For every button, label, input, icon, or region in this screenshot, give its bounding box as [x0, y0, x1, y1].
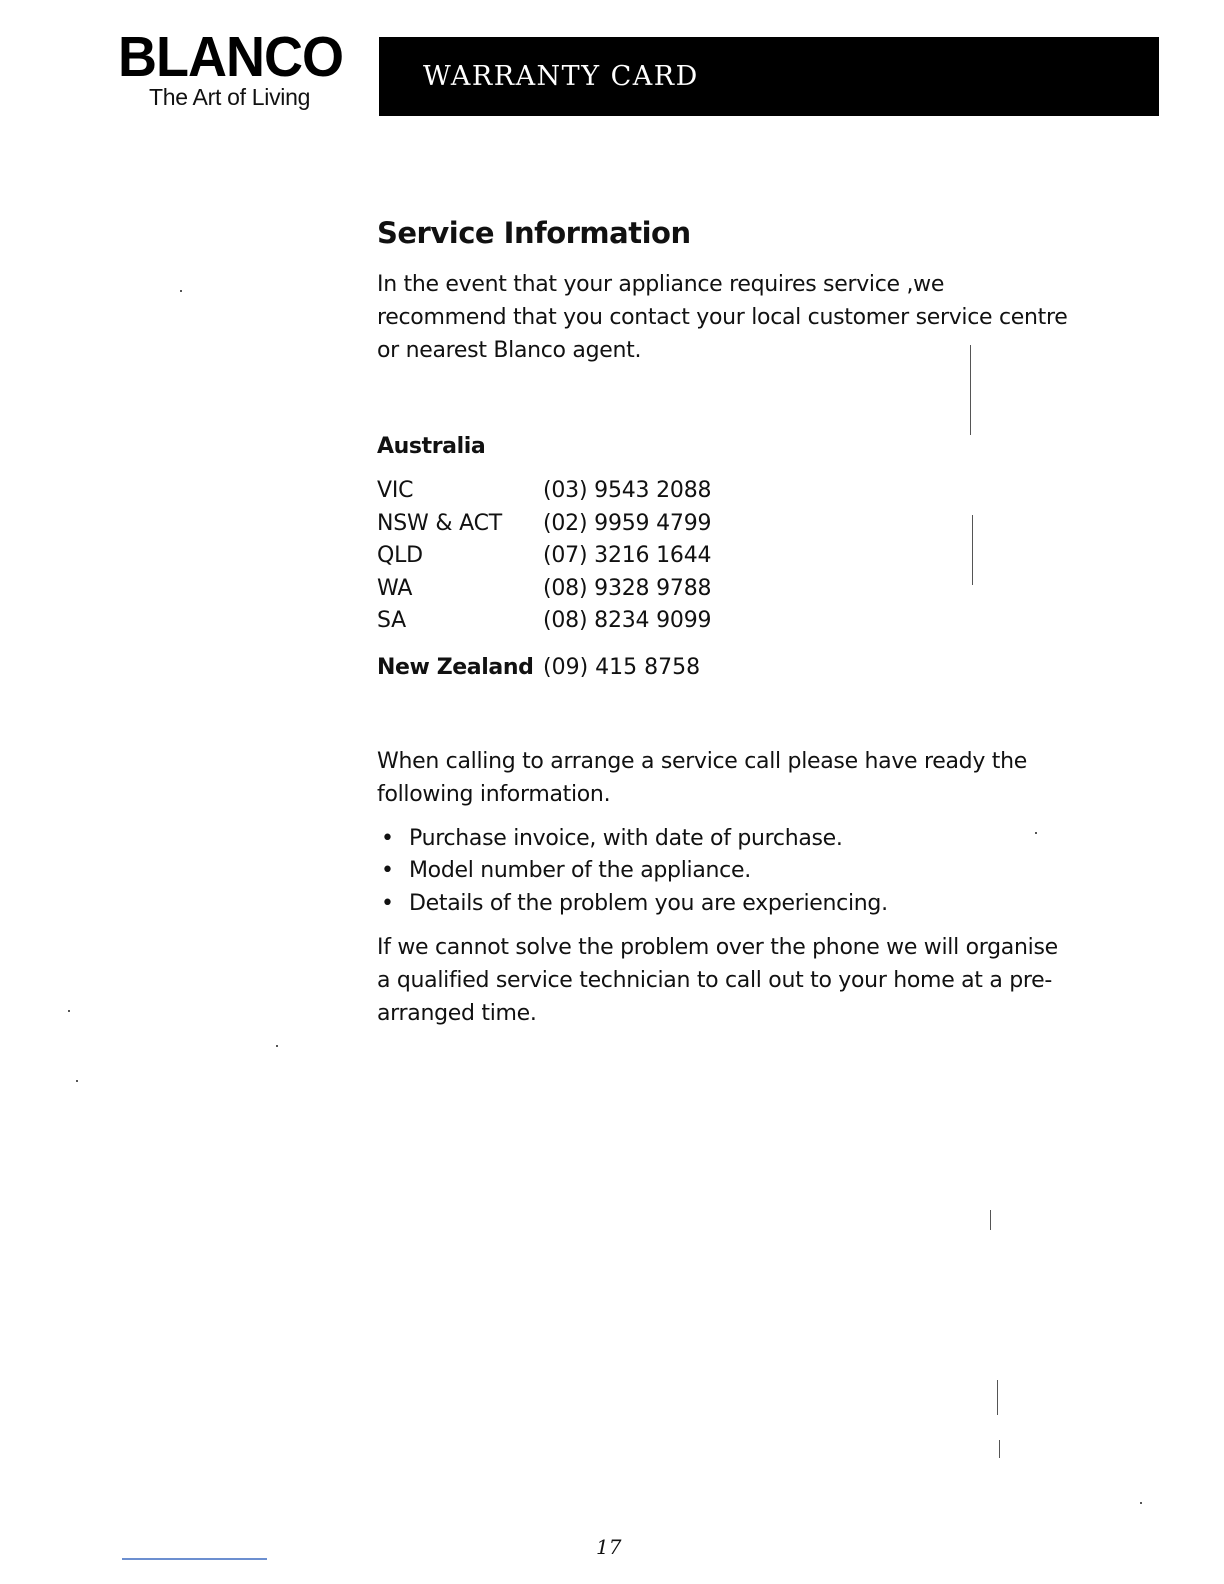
contact-row	[377, 475, 711, 508]
new-zealand-label: New Zealand	[377, 654, 534, 680]
contact-row	[377, 508, 711, 541]
new-zealand-phone: (09) 415 8758	[543, 654, 701, 680]
closing-paragraph: If we cannot solve the problem over the phone we will organise a qualified service technician to call out to your home at a pre-arranged time.	[377, 935, 1058, 1026]
list-item: • Details of the problem you are experiencing.	[377, 888, 1077, 921]
contact-state: WA	[377, 575, 413, 601]
list-item: • Purchase invoice, with date of purchase.	[377, 823, 1077, 856]
contact-phone: (02) 9959 4799	[543, 510, 712, 536]
scan-speck	[68, 1010, 70, 1012]
scan-speck	[1035, 832, 1037, 834]
scan-speck	[990, 1210, 991, 1230]
preparation-checklist	[377, 823, 1077, 921]
warranty-card-banner	[379, 37, 1159, 116]
service-information-section	[377, 212, 1077, 1030]
list-item: • Model number of the appliance.	[377, 855, 1077, 888]
scan-speck	[76, 1080, 78, 1082]
new-zealand-contact	[377, 652, 1077, 684]
contact-phone: (07) 3216 1644	[543, 543, 712, 568]
banner-title: WARRANTY CARD	[423, 61, 699, 92]
section-heading: Service Information	[377, 216, 691, 250]
contact-row	[377, 605, 711, 638]
scan-speck	[1140, 1502, 1142, 1504]
australia-contacts-table	[377, 475, 711, 638]
contact-state: VIC	[377, 478, 414, 503]
contact-state: QLD	[377, 543, 423, 568]
scan-speck	[970, 345, 971, 435]
contact-phone: (08) 8234 9099	[543, 608, 712, 633]
brand-logo	[118, 25, 358, 110]
scan-speck	[997, 1380, 998, 1415]
preparation-intro: When calling to arrange a service call please have ready the following information.	[377, 748, 1027, 807]
contact-state: NSW & ACT	[377, 510, 502, 536]
scan-speck	[999, 1440, 1000, 1458]
scan-artifact-line	[122, 1558, 267, 1560]
contact-row	[377, 540, 711, 573]
section-intro: In the event that your appliance requires service ,we recommend that you contact your local customer service centre or nearest Blanco agent.	[377, 272, 1068, 363]
logo-wordmark: BLANCO	[118, 25, 343, 89]
contact-state: SA	[377, 608, 407, 633]
contact-phone: (08) 9328 9788	[543, 575, 712, 601]
scan-speck	[180, 290, 182, 292]
scan-speck	[972, 515, 973, 585]
contact-row	[377, 573, 711, 606]
contact-phone: (03) 9543 2088	[543, 478, 712, 503]
page-number: 17	[596, 1535, 622, 1559]
australia-heading: Australia	[377, 434, 486, 459]
scan-speck	[276, 1045, 278, 1047]
logo-tagline: The Art of Living	[149, 84, 311, 110]
